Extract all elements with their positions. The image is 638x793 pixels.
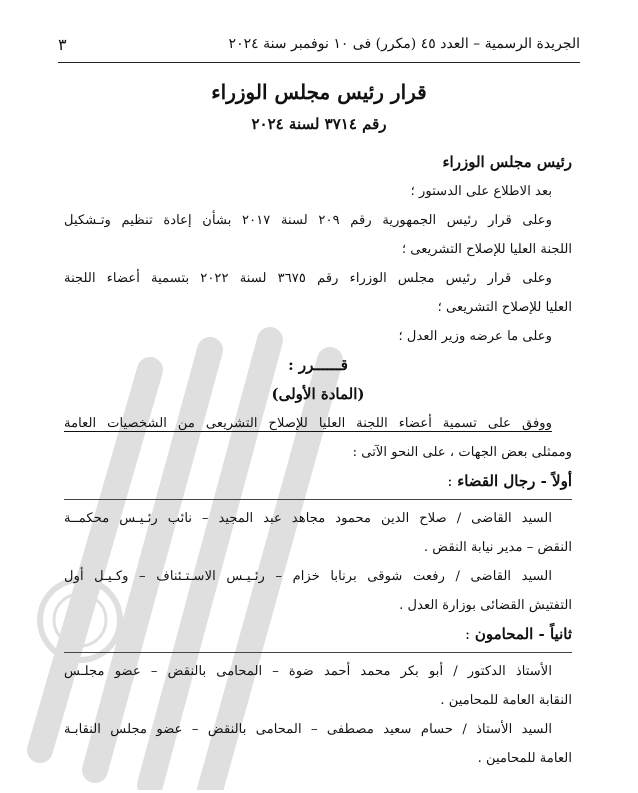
section-heading-text: ثانياً - المحامون [474,625,572,643]
section-divider [64,499,572,500]
article-text-line: وممثلى بعض الجهات ، على النحو الآتى : [352,445,572,460]
member-line: التفتيش القضائى بوزارة العدل . [399,598,572,613]
header-divider [58,62,580,63]
preamble-line: وعلى قرار رئيس مجلس الوزراء رقم ٣٦٧٥ لسنة ٢٠٢٢ بتسمية أعضاء اللجنة [64,271,552,286]
section-heading-text: أولاً - رجال القضاء [457,472,572,490]
page-number: ٣ [58,34,67,54]
decree-number: رقم ٣٧١٤ لسنة ٢٠٢٤ [251,115,387,133]
section-heading-judiciary [64,467,572,496]
preamble-line: العليا للإصلاح التشريعى ؛ [437,300,572,315]
section-heading-suffix: : [465,625,475,643]
decree-body [64,148,572,773]
member-line: النقض – مدير نيابة النقض . [423,540,572,555]
preamble-line: وعلى ما عرضه وزير العدل ؛ [398,329,552,344]
section-heading-suffix: : [447,472,458,490]
preamble-line: وعلى قرار رئيس الجمهورية رقم ٢٠٩ لسنة ٢٠١٧ بشأن إعادة تنظيم وتـشكيل [64,213,552,228]
gazette-header [58,30,580,58]
article-text-line: ووفق على تسمية أعضاء اللجنة العليا للإصلاح التشريعى من الشخصيات العامة [64,416,552,431]
section-divider [64,652,572,653]
preamble-line: اللجنة العليا للإصلاح التشريعى ؛ [401,242,572,257]
member-line: السيد القاضى / رفعت شوقى برنابا خزام – رئـيـس الاسـتـئناف – وكـيـل أول [64,569,552,584]
issuer-heading: رئيس مجلس الوزراء [442,153,572,171]
member-line: العامة للمحامين . [477,751,572,766]
member-line: الأستاذ الدكتور / أبو بكر محمد أحمد ضوة – المحامى بالنقض – عضو مجلـس [64,664,552,679]
member-line: السيد القاضى / صلاح الدين محمود مجاهد عبد المجيد – نائب رئـيـس محكمــة [64,511,552,526]
decided-heading: قــــــرر : [288,356,348,374]
member-line: السيد الأستاذ / حسام سعيد مصطفى – المحامى بالنقض – عضو مجلس النقابـة [64,722,552,737]
publication-line: الجريدة الرسمية – العدد ٤٥ (مكرر) فى ١٠ نوفمبر سنة ٢٠٢٤ [228,36,580,52]
member-line: النقابة العامة للمحامين . [440,693,572,708]
decree-title: قرار رئيس مجلس الوزراء [211,80,427,104]
article-title: (المادة الأولى) [271,385,365,403]
preamble-line: بعد الاطلاع على الدستور ؛ [410,184,552,199]
section-heading-lawyers [64,620,572,649]
